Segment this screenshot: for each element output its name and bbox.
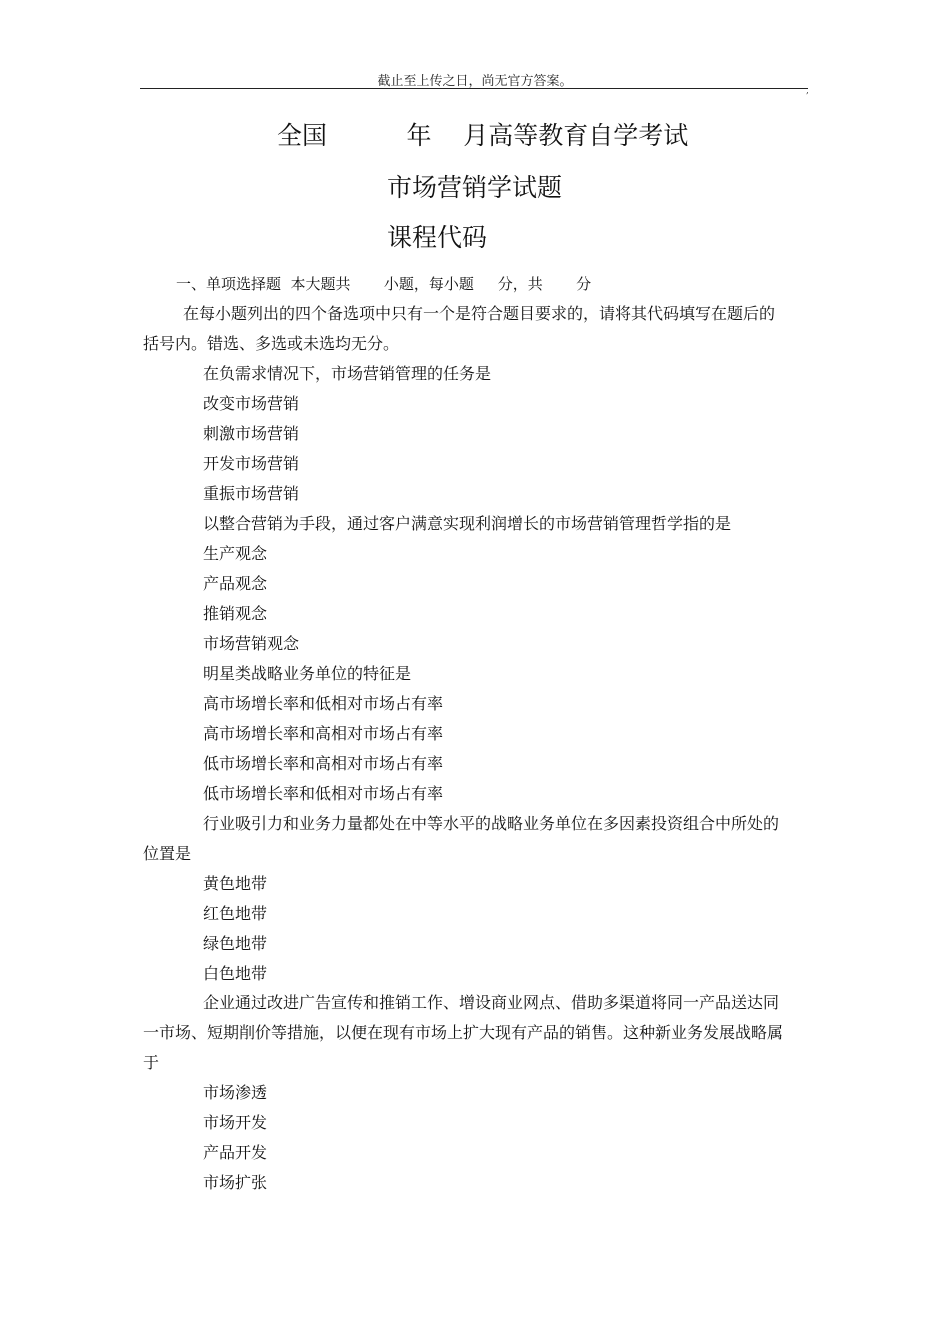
exam-subject: 市场营销学试题 [387, 173, 563, 202]
course-code-label: 课程代码 [387, 223, 488, 252]
question-stem: 企业通过改进广告宣传和推销工作、增设商业网点、借助多渠道将同一产品送达同 [203, 993, 780, 1012]
option-item: 产品开发 [203, 1143, 268, 1162]
header-rule-mark: , [806, 86, 809, 96]
question-stem-continued: 于 [143, 1053, 160, 1072]
option-item: 市场营销观念 [203, 634, 300, 653]
section-heading: 一、单项选择题 本大题共 小题，每小题 分，共 分 [176, 275, 592, 293]
option-item: 刺激市场营销 [203, 424, 300, 443]
option-item: 低市场增长率和高相对市场占有率 [203, 754, 444, 773]
option-item: 白色地带 [203, 964, 268, 983]
option-item: 黄色地带 [203, 874, 268, 893]
instructions-line-1: 在每小题列出的四个备选项中只有一个是符合题目要求的，请将其代码填写在题后的 [183, 304, 776, 323]
option-item: 产品观念 [203, 574, 268, 593]
option-item: 改变市场营销 [203, 394, 300, 413]
header-note: 截止至上传之日，尚无官方答案。 [377, 74, 573, 89]
question-stem: 明星类战略业务单位的特征是 [203, 664, 412, 683]
question-stem: 行业吸引力和业务力量都处在中等水平的战略业务单位在多因素投资组合中所处的 [203, 814, 780, 833]
question-stem-continued: 一市场、短期削价等措施，以便在现有市场上扩大现有产品的销售。这种新业务发展战略属 [143, 1023, 784, 1042]
option-item: 重振市场营销 [203, 484, 300, 503]
option-item: 市场扩张 [203, 1173, 268, 1192]
question-stem: 以整合营销为手段，通过客户满意实现利润增长的市场营销管理哲学指的是 [203, 514, 732, 533]
option-item: 高市场增长率和低相对市场占有率 [203, 694, 444, 713]
option-item: 市场渗透 [203, 1083, 268, 1102]
question-stem: 在负需求情况下，市场营销管理的任务是 [203, 364, 492, 383]
option-item: 市场开发 [203, 1113, 268, 1132]
option-item: 低市场增长率和低相对市场占有率 [203, 784, 444, 803]
option-item: 推销观念 [203, 604, 268, 623]
option-item: 开发市场营销 [203, 454, 300, 473]
option-item: 绿色地带 [203, 934, 268, 953]
option-item: 红色地带 [203, 904, 268, 923]
exam-title: 全国 年 月高等教育自学考试 [277, 121, 689, 150]
option-item: 高市场增长率和高相对市场占有率 [203, 724, 444, 743]
question-stem-continued: 位置是 [143, 844, 192, 863]
option-item: 生产观念 [203, 544, 268, 563]
instructions-line-2: 括号内。错选、多选或未选均无分。 [143, 334, 400, 353]
header-rule [140, 88, 808, 89]
